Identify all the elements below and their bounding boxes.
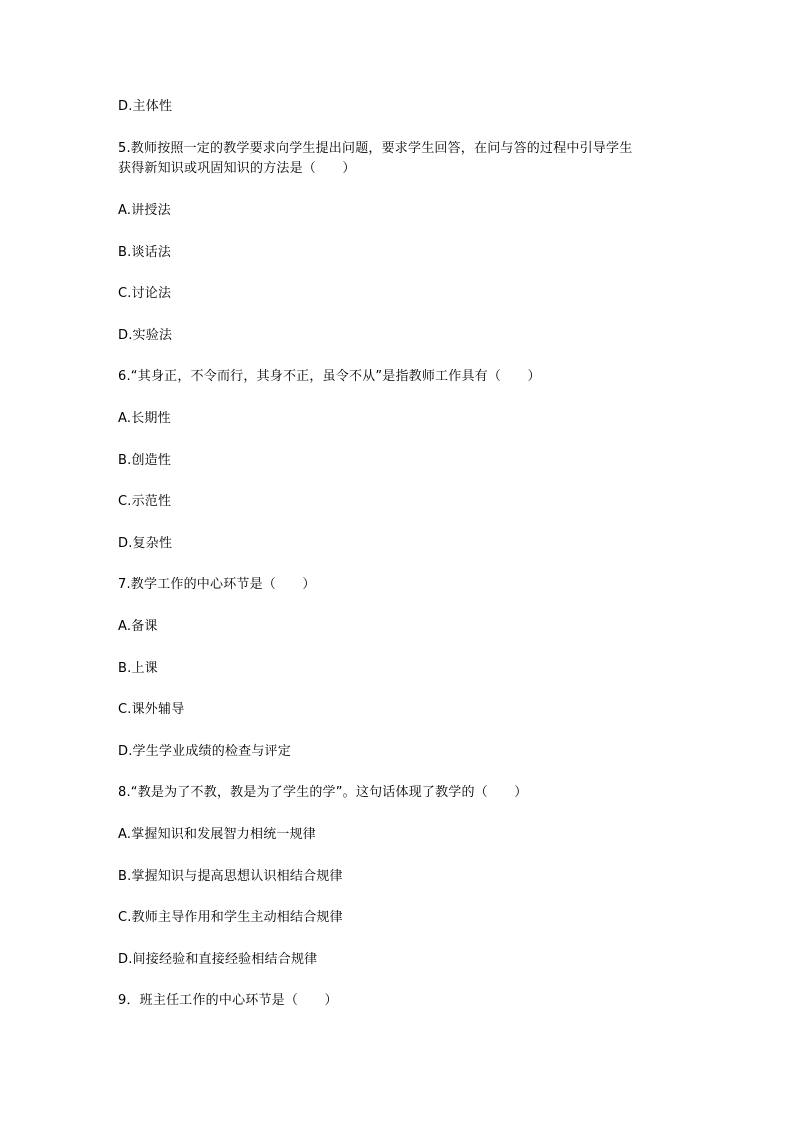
q5-question-line-1: 5.教师按照一定的教学要求向学生提出问题，要求学生回答，在问与答的过程中引导学生 (118, 141, 633, 156)
q6-question: 6.“其身正，不令而行，其身不正，虽令不从”是指教师工作具有（ ） (118, 369, 541, 384)
q6-option-a: A.长期性 (118, 411, 171, 426)
q8-option-d: D.间接经验和直接经验相结合规律 (118, 952, 318, 967)
q7-option-c: C.课外辅导 (118, 702, 185, 717)
q5-option-a: A.讲授法 (118, 203, 171, 218)
q7-option-b: B.上课 (118, 661, 158, 676)
q5-option-b: B.谈话法 (118, 245, 172, 260)
q6-option-b: B.创造性 (118, 453, 172, 468)
q5-question-line-2: 获得新知识或巩固知识的方法是（ ） (118, 161, 356, 176)
q6-option-c: C.示范性 (118, 494, 172, 509)
q8-option-b: B.掌握知识与提高思想认识相结合规律 (118, 869, 343, 884)
q4-option-d: D.主体性 (118, 99, 173, 114)
q7-option-d: D.学生学业成绩的检查与评定 (118, 744, 291, 759)
q6-option-d: D.复杂性 (118, 536, 173, 551)
q5-option-c: C.讨论法 (118, 286, 172, 301)
q8-question: 8.“教是为了不教，教是为了学生的学”。这句话体现了教学的（ ） (118, 785, 528, 800)
q9-question: 9．班主任工作的中心环节是（ ） (118, 993, 338, 1008)
q5-option-d: D.实验法 (118, 328, 173, 343)
q8-option-c: C.教师主导作用和学生主动相结合规律 (118, 910, 343, 925)
q7-question: 7.教学工作的中心环节是（ ） (118, 577, 316, 592)
q8-option-a: A.掌握知识和发展智力相统一规律 (118, 827, 316, 842)
q7-option-a: A.备课 (118, 619, 158, 634)
